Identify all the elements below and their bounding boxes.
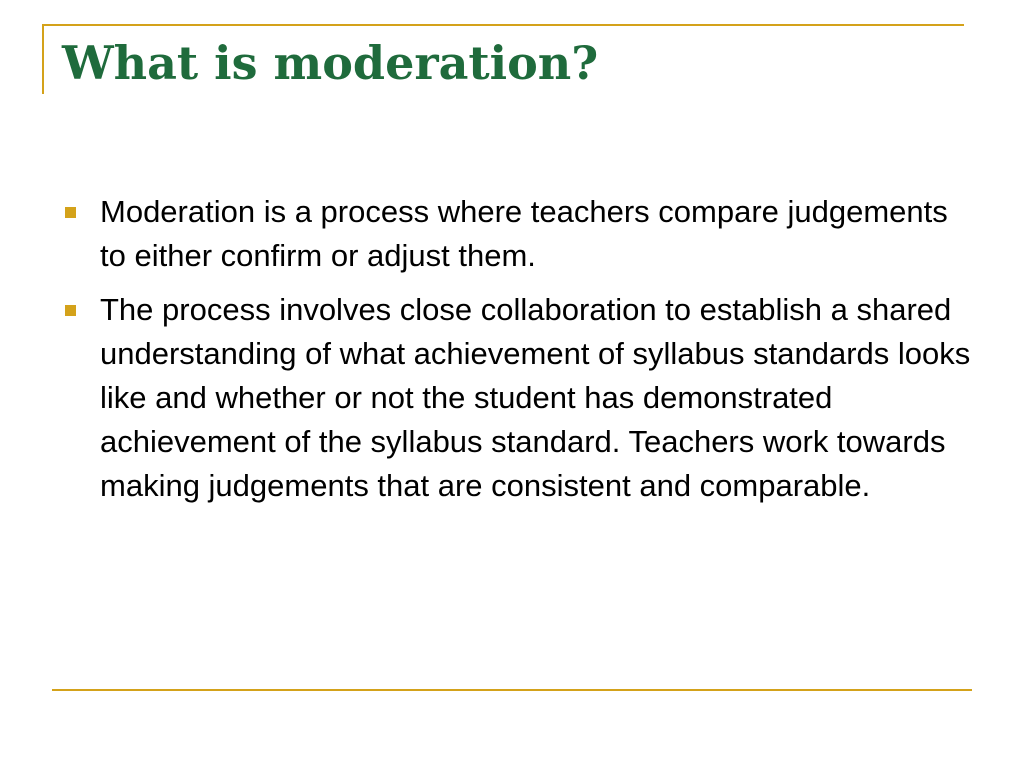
square-bullet-icon [65, 207, 76, 218]
bottom-rule [52, 689, 972, 691]
slide-title: What is moderation? [62, 36, 599, 90]
bullet-text: Moderation is a process where teachers compare judgements to either confirm or adjust them. [100, 194, 948, 273]
bullet-item [62, 288, 974, 508]
left-rule [42, 24, 44, 94]
bullet-text: The process involves close collaboration to establish a shared understanding of what achievement of syllabus standards looks like and whether or not the student has demonstrated achievement of the syllabus standard. Teachers work towards making judgements that are consistent and comparable. [100, 292, 971, 503]
top-rule [42, 24, 964, 26]
bullet-item [62, 190, 974, 278]
bullet-list [62, 190, 974, 518]
square-bullet-icon [65, 305, 76, 316]
